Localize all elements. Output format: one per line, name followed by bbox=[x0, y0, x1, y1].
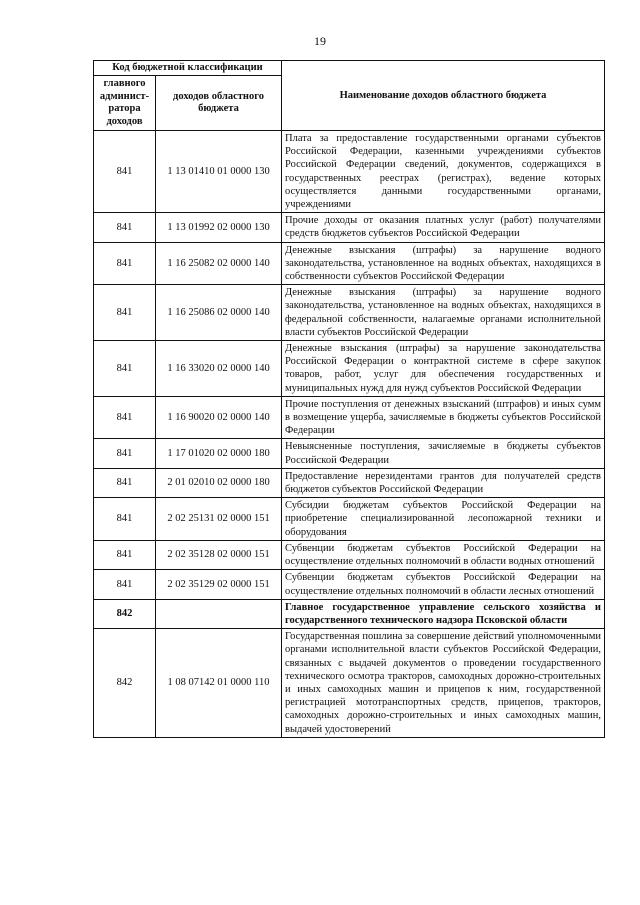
revenue-name-cell: Субвенции бюджетам субъектов Российской Федерации на осуществление отдельных полномочий в области лесных отношений bbox=[282, 570, 605, 599]
table-row bbox=[94, 341, 605, 397]
administrator-code-cell: 841 bbox=[94, 396, 156, 439]
table-row bbox=[94, 131, 605, 213]
administrator-code-cell: 841 bbox=[94, 498, 156, 541]
table-row bbox=[94, 570, 605, 599]
header-main-administrator: главного админист-ратора доходов bbox=[94, 76, 156, 131]
revenue-code-cell: 2 02 35129 02 0000 151 bbox=[156, 570, 282, 599]
table-row bbox=[94, 242, 605, 285]
table-row bbox=[94, 213, 605, 242]
administrator-code-cell: 841 bbox=[94, 242, 156, 285]
revenue-name-cell: Субсидии бюджетам субъектов Российской Федерации на приобретение специализированной лесопожарной техники и оборудования bbox=[282, 498, 605, 541]
revenue-name-cell: Денежные взыскания (штрафы) за нарушение законодательства Российской Федерации о контрактной системе в сфере закупок товаров, работ, услуг для обеспечения государственных и муниципальных нужд для нужд субъектов Российской Федерации bbox=[282, 341, 605, 397]
administrator-code-cell: 841 bbox=[94, 540, 156, 569]
table-row bbox=[94, 468, 605, 497]
table-row bbox=[94, 498, 605, 541]
administrator-code-cell: 841 bbox=[94, 439, 156, 468]
revenue-name-cell: Предоставление нерезидентами грантов для получателей средств бюджетов субъектов Российской Федерации bbox=[282, 468, 605, 497]
table-row bbox=[94, 599, 605, 628]
revenue-name-cell: Прочие доходы от оказания платных услуг (работ) получателями средств бюджетов субъектов Российской Федерации bbox=[282, 213, 605, 242]
table-row bbox=[94, 540, 605, 569]
revenue-code-cell: 1 13 01992 02 0000 130 bbox=[156, 213, 282, 242]
revenue-name-cell: Прочие поступления от денежных взысканий (штрафов) и иных сумм в возмещение ущерба, зачисляемые в бюджеты субъектов Российской Федерации bbox=[282, 396, 605, 439]
revenue-code-cell: 1 08 07142 01 0000 110 bbox=[156, 629, 282, 738]
revenue-code-cell: 2 02 35128 02 0000 151 bbox=[156, 540, 282, 569]
revenue-code-cell: 1 16 25086 02 0000 140 bbox=[156, 285, 282, 341]
header-classification-code: Код бюджетной классификации bbox=[94, 61, 282, 76]
revenue-name-cell: Государственная пошлина за совершение действий уполномоченными органами исполнительной власти субъектов Российской Федерации, связанных с выдачей документов о проведении государственного технического осмотра тракторов, самоходных дорожно-строительных и иных самоходных машин и прицепов к ним, государственной регистрацией мототранспортных средств, прицепов, тракторов, самоходных дорожно-строительных и иных самоходных машин, выдачей удостоверений bbox=[282, 629, 605, 738]
header-revenue-code: доходов областного бюджета bbox=[156, 76, 282, 131]
table-row bbox=[94, 439, 605, 468]
revenue-name-cell: Главное государственное управление сельского хозяйства и государственного технического надзора Псковской области bbox=[282, 599, 605, 628]
page-number: 19 bbox=[314, 34, 326, 48]
administrator-code-cell: 841 bbox=[94, 213, 156, 242]
revenue-code-cell: 1 16 90020 02 0000 140 bbox=[156, 396, 282, 439]
revenue-name-cell: Денежные взыскания (штрафы) за нарушение водного законодательства, установленное на водных объектах, находящихся в собственности субъектов Российской Федерации bbox=[282, 242, 605, 285]
table-row bbox=[94, 396, 605, 439]
revenue-code-cell: 2 01 02010 02 0000 180 bbox=[156, 468, 282, 497]
table-row bbox=[94, 285, 605, 341]
revenue-code-cell: 1 17 01020 02 0000 180 bbox=[156, 439, 282, 468]
administrator-code-cell: 841 bbox=[94, 468, 156, 497]
table-row bbox=[94, 629, 605, 738]
administrator-code-cell: 841 bbox=[94, 285, 156, 341]
revenue-code-cell bbox=[156, 599, 282, 628]
administrator-code-cell: 841 bbox=[94, 341, 156, 397]
administrator-code-cell: 841 bbox=[94, 131, 156, 213]
revenue-name-cell: Плата за предоставление государственными органами субъектов Российской Федерации, казенными учреждениями субъектов Российской Федерации сведений, документов, содержащихся в государственных реестрах (регистрах), ведение которых осуществляется данными государственными органами, учреждениями bbox=[282, 131, 605, 213]
revenue-code-cell: 1 16 25082 02 0000 140 bbox=[156, 242, 282, 285]
administrator-code-cell: 842 bbox=[94, 629, 156, 738]
table-body bbox=[94, 131, 605, 738]
revenue-name-cell: Субвенции бюджетам субъектов Российской Федерации на осуществление отдельных полномочий в области водных отношений bbox=[282, 540, 605, 569]
revenue-code-cell: 1 16 33020 02 0000 140 bbox=[156, 341, 282, 397]
budget-classification-table bbox=[93, 60, 605, 738]
revenue-code-cell: 1 13 01410 01 0000 130 bbox=[156, 131, 282, 213]
administrator-code-cell: 842 bbox=[94, 599, 156, 628]
administrator-code-cell: 841 bbox=[94, 570, 156, 599]
header-revenue-name: Наименование доходов областного бюджета bbox=[282, 61, 605, 131]
revenue-name-cell: Невыясненные поступления, зачисляемые в бюджеты субъектов Российской Федерации bbox=[282, 439, 605, 468]
revenue-name-cell: Денежные взыскания (штрафы) за нарушение водного законодательства, установленное на водных объектах, находящихся в федеральной собственности, налагаемые органами исполнительной власти субъектов Российской Федерации bbox=[282, 285, 605, 341]
revenue-code-cell: 2 02 25131 02 0000 151 bbox=[156, 498, 282, 541]
